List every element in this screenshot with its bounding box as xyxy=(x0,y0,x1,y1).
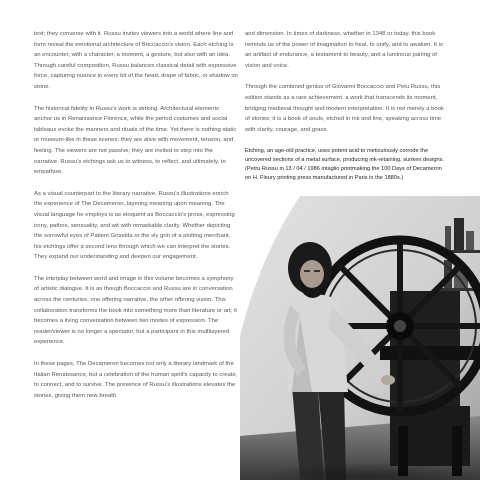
body-paragraph: The interplay between word and image in this volume becomes a symphony of artistic dialogue. It is as though Boccaccio and Russu are in conversation across the centuries, one offering narrative, the other offering vision. This collaboration transforms the book into something more than literature or art; it becomes a living conversation between two modes of expression. The reader/viewer is no longer a spectator, but a participant in this multilayered experience. xyxy=(34,275,237,346)
photo-caption: Etching, an age-old practice, uses potent acid to meticulously corrode the uncovered sections of a metal surface, producing ink-retaining, sunken designs. (Petru Russu in 13 / 04 / 1986 intaglio printmaking the 100 Days of Decameron on H. Fleury printing press manufactured in Paris in the 1880s.) xyxy=(245,148,445,181)
body-paragraph: and dimension. In times of darkness, whether in 1348 or today, this book reminds us of the power of imagination to heal, to unify, and to awaken. It is an artifact of endurance, a testament to beauty, and a luminous pairing of vision and voice. xyxy=(245,31,443,69)
body-paragraph: In these pages, The Decameron becomes not only a literary landmark of the Italian Renaissance, but a celebration of the human spirit's capacity to create, to connect, and to survive. The presence of Russu's illustrations elevates the stories, giving them new breath xyxy=(34,361,238,399)
photo-artist-at-press xyxy=(240,196,480,480)
right-text-column xyxy=(245,29,449,188)
body-paragraph: As a visual counterpart to the literary narrative, Russu's illustrations enrich the experience of The Decameron, layering meaning upon meaning. The visual language he employs is as eloquent as Boccaccio's prose, expressing irony, pathos, sensuality, and wit with remarkable clarity. Whether depicting the sorrowful eyes of Patient Griselda or the sly grin of a plotting merchant, his etchings offer a second lens through which we can interpret the stories. They expand our understanding and deepen our engagement. xyxy=(34,190,235,261)
left-text-column xyxy=(34,29,238,412)
body-paragraph: text; they converse with it. Russu invites viewers into a world where line and form reveal the emotional architecture of Boccaccio's vision. Each etching is an encounter, with a character, a moment, a gesture, but also with an idea. Through careful composition, Russu balances classical detail with expressive force, capturing nuance in every bit of the head, drape of fabric, or shadow on stone. xyxy=(34,31,238,90)
body-paragraph: Through the combined genius of Giovanni Boccaccio and Petu Russu, this edition stands as a rare achievement, a work that transcends its moment, bridging medieval thought and modern interpretation. It is not merely a book of stories; it is a book of souls, etched in ink and line, speaking across time with clarity, courage, and grace. xyxy=(245,84,444,133)
body-paragraph: The historical fidelity in Russu's work is striking. Architectural elements anchor us in Renaissance Florence, while the period costumes and social tableaux evoke the manners and rituals of the time. Yet there is nothing static or museum-like in these scenes; they are alive with movement, tension, and feeling. The viewers are not passive; they are invited to step into the narrative. Russu's etchings ask us to witness, to reflect, and ultimately, to empathize. xyxy=(34,105,237,176)
